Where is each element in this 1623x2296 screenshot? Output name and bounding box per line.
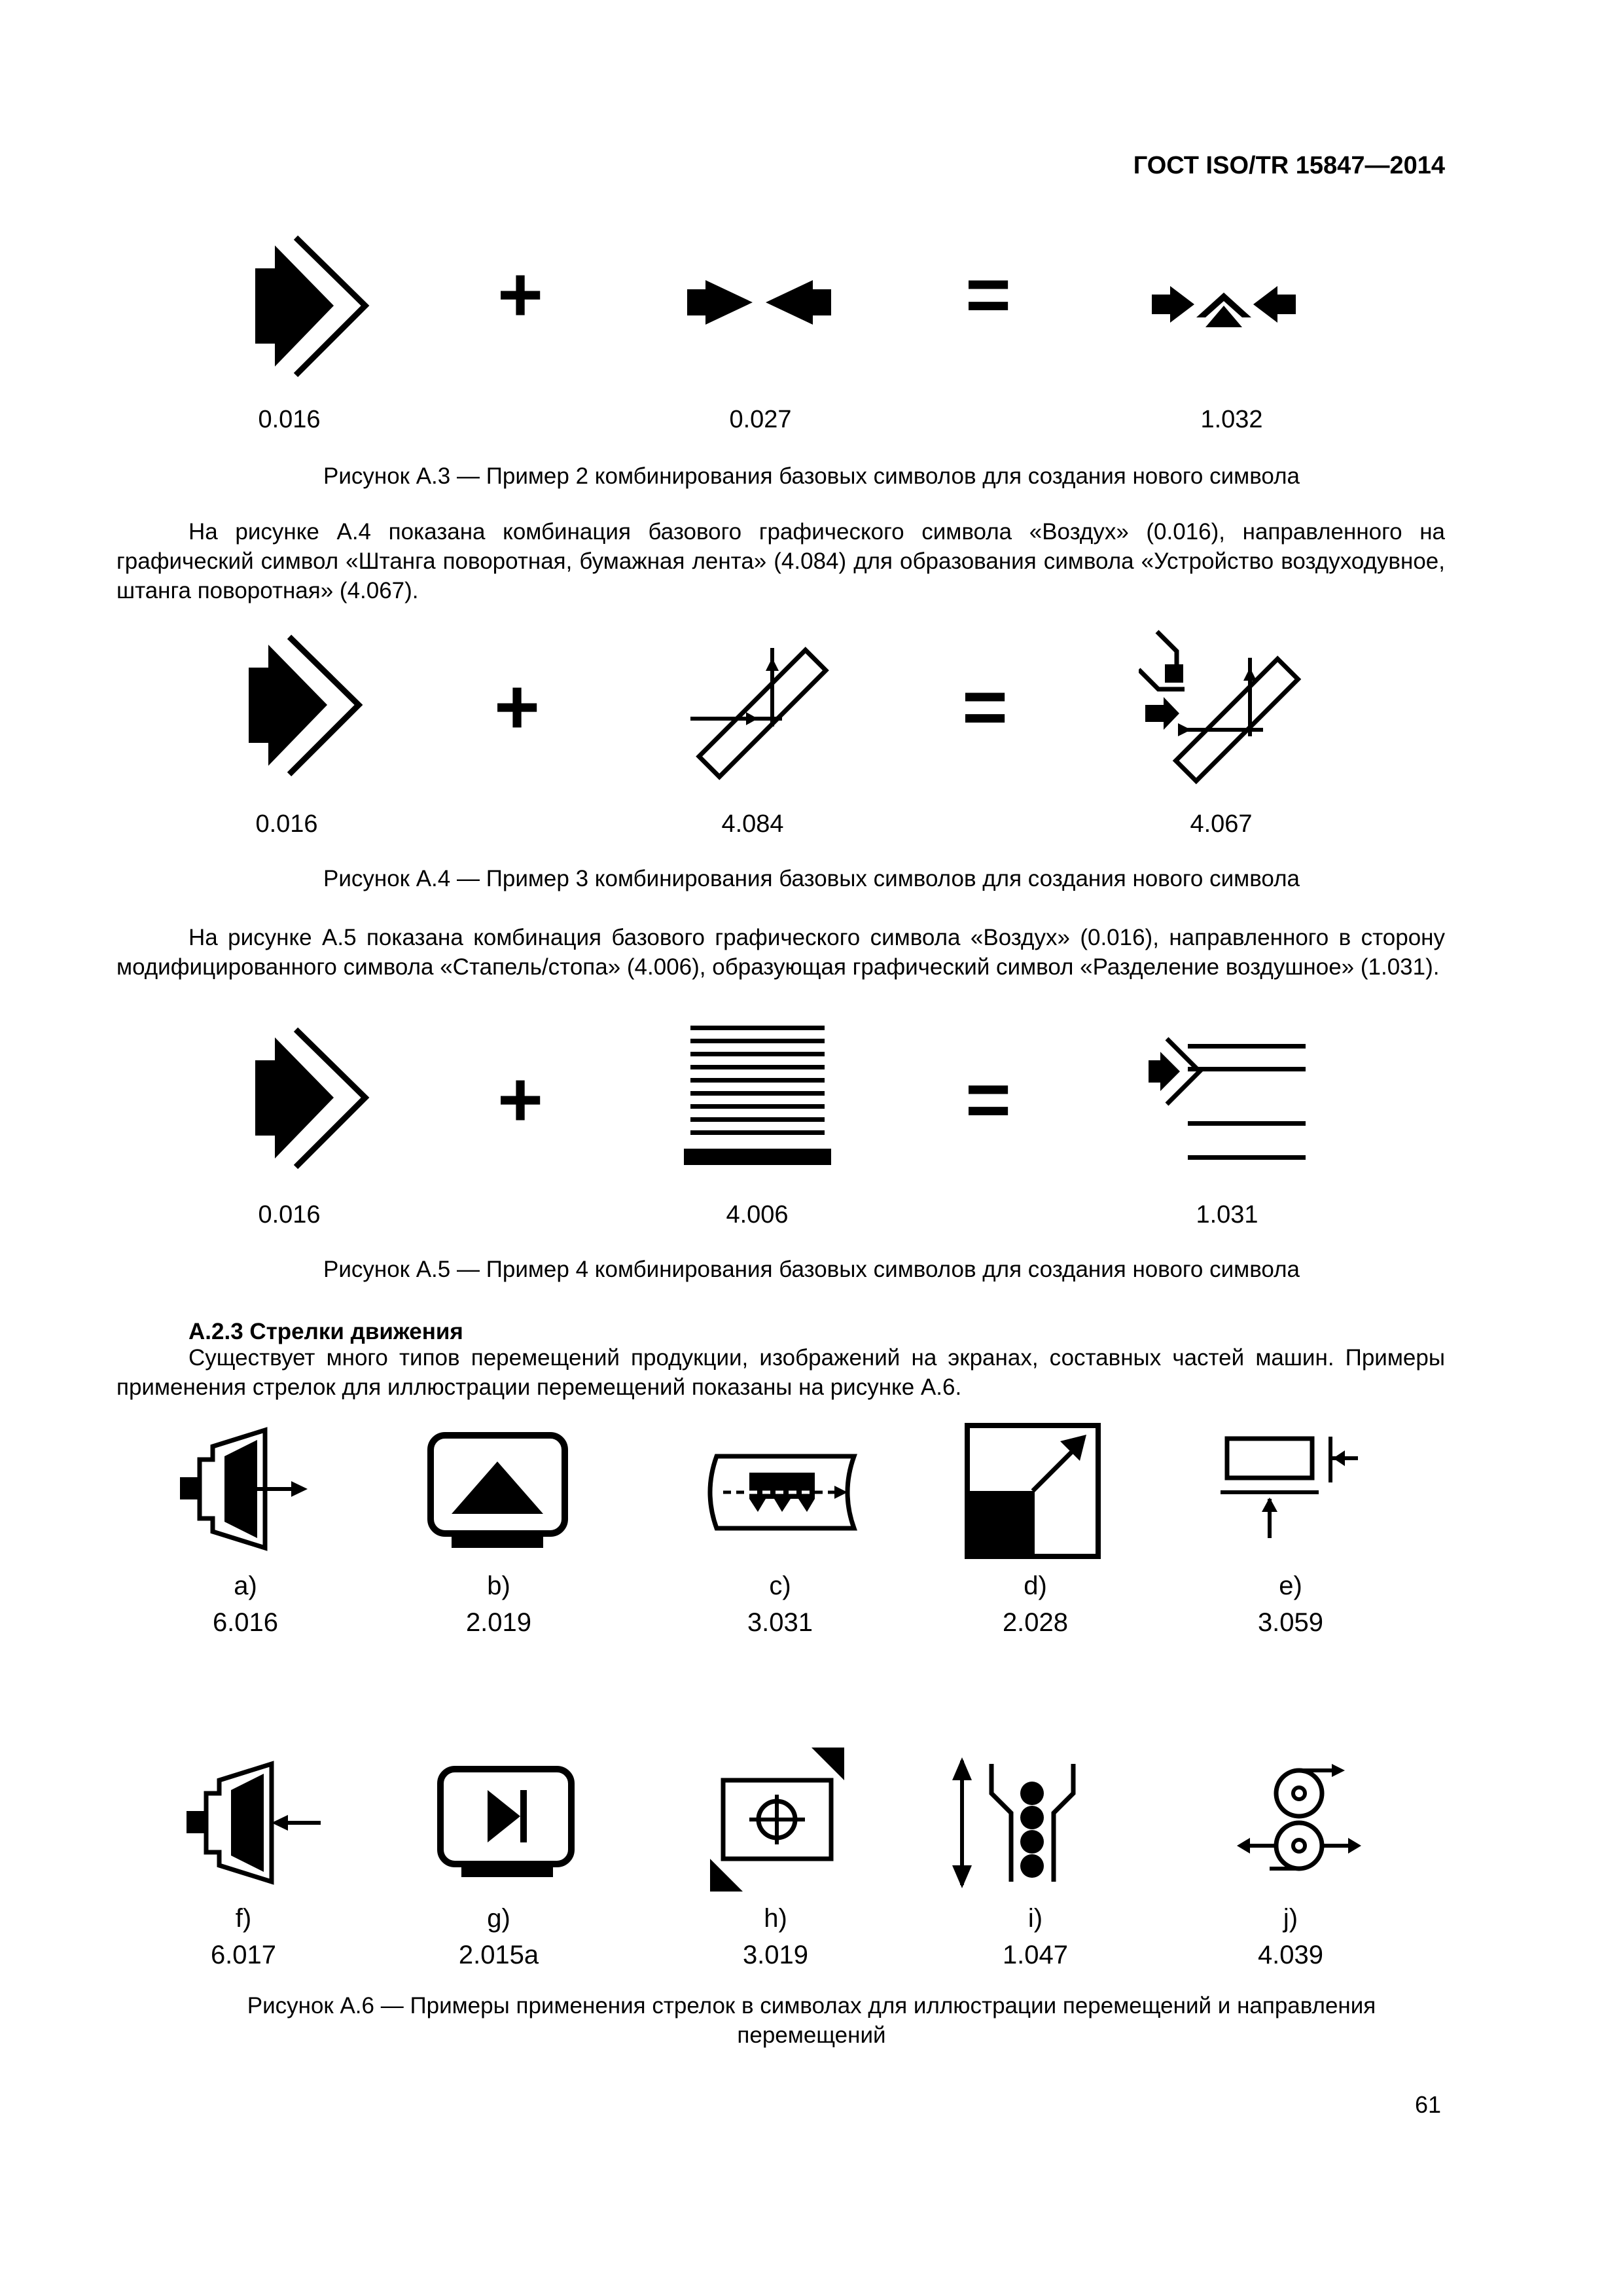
symbol-3-031-icon (704, 1443, 861, 1541)
fig-a6-label-g (401, 1900, 597, 1973)
air-symbol-icon (249, 232, 373, 386)
fig-a6-code: 2.015a (458, 1941, 539, 1969)
figure-a6-caption-line-1: Рисунок А.6 — Примеры применения стрелок в символах для иллюстрации перемещений и направления (247, 1993, 1376, 2018)
figure-a3-code-1: 0.016 (258, 406, 321, 433)
fig-a6-label-b (401, 1568, 597, 1641)
figure-a4-code-1: 0.016 (255, 810, 318, 838)
fig-a6-code: 6.017 (210, 1941, 277, 1969)
figure-a3-code-2: 0.027 (729, 406, 792, 433)
symbol-2-019-icon (425, 1430, 573, 1554)
figure-a5-code-1: 0.016 (258, 1201, 321, 1229)
plus-sign: + (494, 663, 541, 751)
paragraph-a5 (116, 923, 1445, 982)
fig-a6-letter: c) (769, 1571, 791, 1600)
figure-a3-caption: Рисунок А.3 — Пример 2 комбинирования базовых символов для создания нового символа (323, 463, 1300, 489)
fig-a6-letter: f) (235, 1904, 252, 1933)
fig-a6-code: 6.016 (212, 1608, 279, 1637)
fig-a6-label-j (1192, 1900, 1389, 1973)
plus-sign: + (497, 1056, 544, 1143)
symbol-4-039-icon (1230, 1754, 1378, 1892)
fig-a6-label-c (682, 1568, 878, 1641)
figure-a5-code-3: 1.031 (1196, 1201, 1258, 1229)
fig-a6-label-h (677, 1900, 874, 1973)
fig-a6-code: 2.028 (1002, 1608, 1069, 1637)
symbol-2-015a-icon (435, 1764, 579, 1885)
paragraph-a4 (116, 517, 1445, 605)
document-header: ГОСТ ISO/TR 15847—2014 (1133, 152, 1445, 179)
fig-a6-label-f (145, 1900, 342, 1973)
figure-a4-code-2: 4.084 (721, 810, 784, 838)
symbol-2-028-icon (962, 1420, 1106, 1564)
section-text (116, 1343, 1445, 1402)
fig-a6-letter: g) (487, 1904, 510, 1933)
symbol-3-059-icon (1214, 1427, 1361, 1551)
equals-sign: = (962, 663, 1008, 751)
blower-swivel-bar-symbol-icon (1139, 625, 1309, 789)
fig-a6-letter: j) (1283, 1904, 1298, 1933)
fig-a6-letter: h) (764, 1904, 787, 1933)
plus-sign: + (497, 251, 544, 338)
section-heading: А.2.3 Стрелки движения (188, 1319, 463, 1344)
air-symbol-icon (242, 632, 366, 785)
symbol-3-019-icon (704, 1748, 851, 1895)
fig-a6-letter: i) (1027, 1904, 1043, 1933)
figure-a5-code-2: 4.006 (726, 1201, 789, 1229)
swivel-bar-symbol-icon (681, 641, 838, 785)
section-text-body: Существует много типов перемещений продукции, изображений на экранах, составных частей машин. Примеры применения стрелок для иллюстрации перемещений показаны на рисунке А.6. (116, 1345, 1445, 1400)
fig-a6-letter: d) (1024, 1571, 1047, 1600)
air-symbol-icon (249, 1024, 373, 1178)
paragraph-a4-text: На рисунке А.4 показана комбинация базового графического символа «Воздух» (0.016), направленного на графический символ «Штанга поворотная, бумажная лента» (4.084) для образования символа «Устройство воздуходувное, штанга поворотная» (4.067). (116, 519, 1445, 603)
equals-sign: = (965, 1056, 1012, 1143)
fig-a6-code: 3.019 (742, 1941, 809, 1969)
equals-sign: = (965, 251, 1012, 338)
fig-a6-code: 4.039 (1257, 1941, 1324, 1969)
figure-a6-caption-line-2: перемещений (737, 2022, 886, 2048)
fig-a6-code: 2.019 (465, 1608, 532, 1637)
fig-a6-letter: b) (487, 1571, 510, 1600)
fig-a6-code: 3.031 (747, 1608, 813, 1637)
figure-a5-caption: Рисунок А.5 — Пример 4 комбинирования базовых символов для создания нового символа (323, 1257, 1300, 1282)
paragraph-a5-text: На рисунке А.5 показана комбинация базового графического символа «Воздух» (0.016), направленного в сторону модифицированного символа «Стапель/стопа» (4.006), образующая графический символ «Разделение воздушное» (1.031). (116, 925, 1445, 980)
bow-tie-symbol-icon (687, 275, 831, 331)
fig-a6-label-i (937, 1900, 1133, 1973)
fig-a6-label-e (1192, 1568, 1389, 1641)
figure-a4-code-3: 4.067 (1190, 810, 1253, 838)
fig-a6-letter: a) (234, 1571, 257, 1600)
symbol-6-016-icon (173, 1424, 324, 1554)
symbol-1-047-icon (942, 1754, 1093, 1892)
fig-a6-code: 1.047 (1002, 1941, 1069, 1969)
symbol-6-017-icon (180, 1757, 330, 1888)
fig-a6-code: 3.059 (1257, 1608, 1324, 1637)
stack-symbol-icon (684, 1024, 831, 1168)
page-number: 61 (1414, 2091, 1441, 2118)
figure-a4-caption: Рисунок А.4 — Пример 3 комбинирования базовых символов для создания нового символа (323, 866, 1300, 891)
air-separation-symbol-icon (1149, 1024, 1309, 1172)
figure-a3-code-3: 1.032 (1200, 406, 1263, 433)
fig-a6-label-a (147, 1568, 344, 1641)
fig-a6-label-d (937, 1568, 1133, 1641)
combined-symbol-1-032-icon (1152, 278, 1296, 334)
fig-a6-letter: e) (1279, 1571, 1302, 1600)
